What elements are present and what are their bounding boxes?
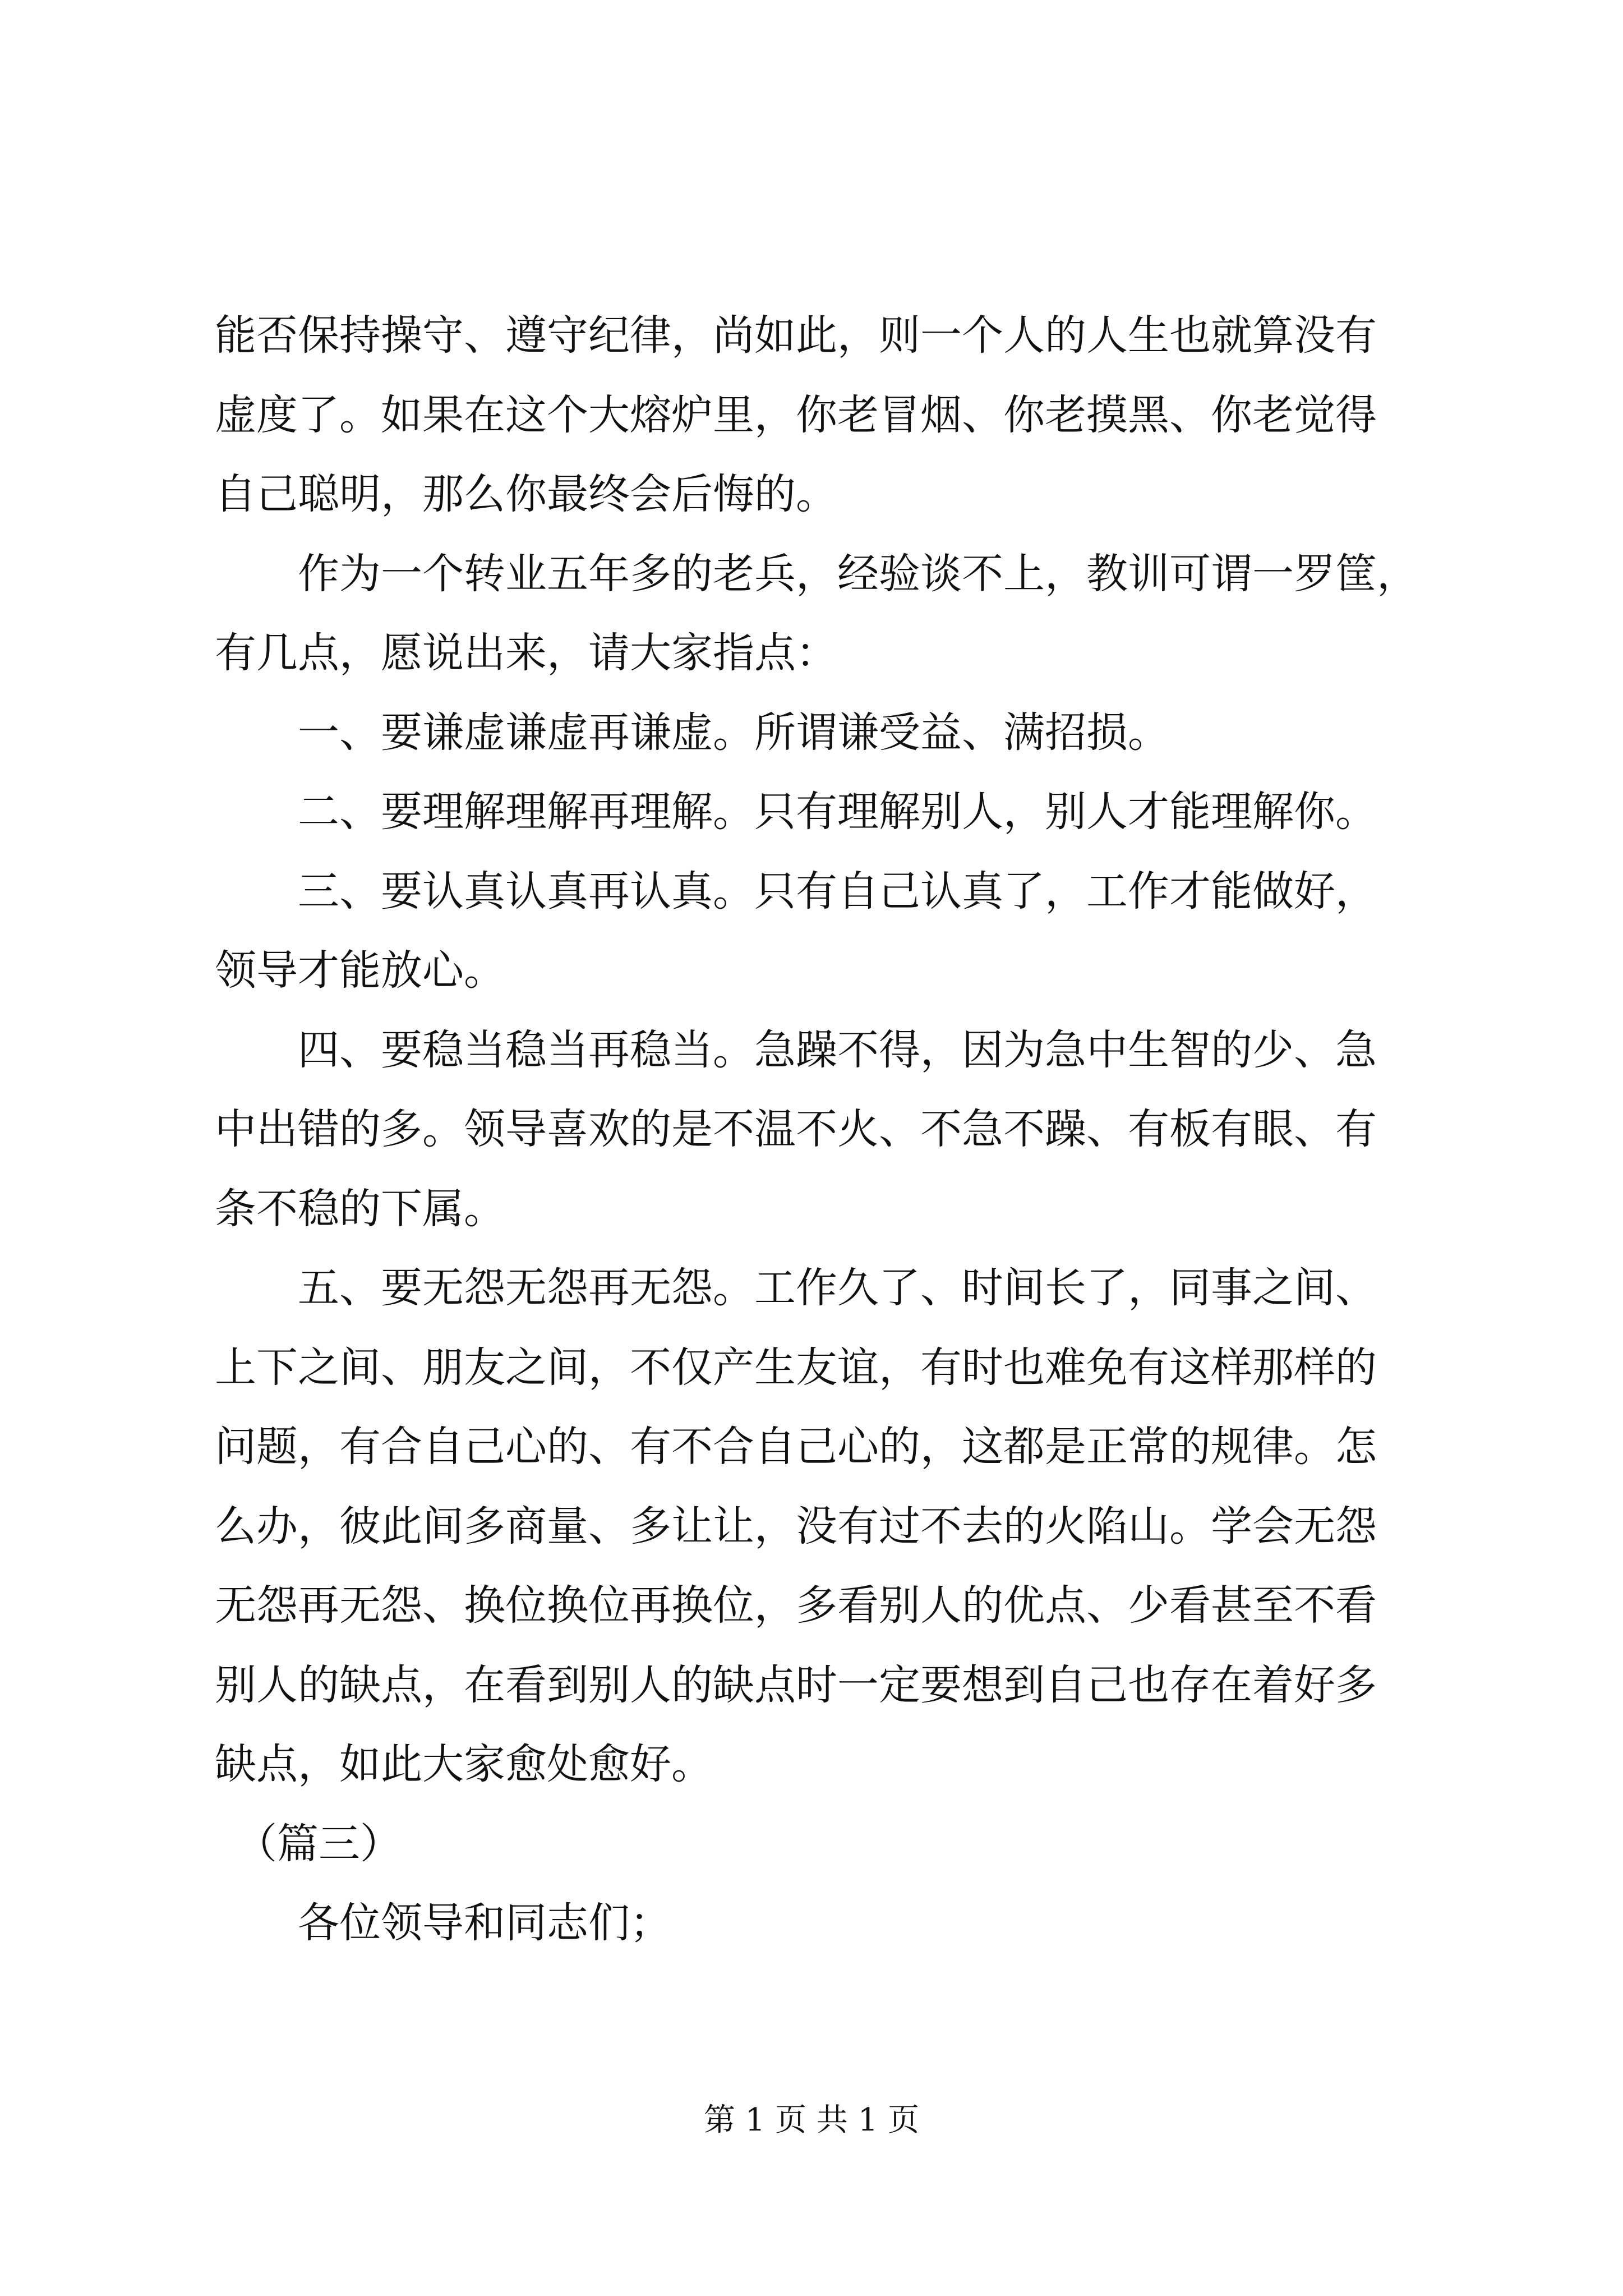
text-line: 中出错的多。领导喜欢的是不温不火、不急不躁、有板有眼、有 bbox=[215, 1105, 1377, 1153]
text-line: 条不稳的下属。 bbox=[215, 1184, 505, 1233]
document-body bbox=[215, 296, 1418, 1963]
text-line: 么办，彼此间多商量、多让让，没有过不去的火陷山。学会无怨 bbox=[215, 1502, 1377, 1550]
text-line: 五、要无怨无怨再无怨。工作久了、时间长了，同事之间、 bbox=[215, 1264, 1377, 1312]
text-line: 三、要认真认真再认真。只有自己认真了，工作才能做好， bbox=[215, 867, 1377, 915]
text-line: 缺点，如此大家愈处愈好。 bbox=[215, 1740, 713, 1788]
text-line: 有几点，愿说出来，请大家指点： bbox=[215, 629, 837, 677]
text-line: 上下之间、朋友之间，不仅产生友谊，有时也难免有这样那样的 bbox=[215, 1343, 1377, 1392]
text-line: 四、要稳当稳当再稳当。急躁不得，因为急中生智的少、急 bbox=[215, 1025, 1377, 1074]
text-line: 问题，有合自己心的、有不合自己心的，这都是正常的规律。怎 bbox=[215, 1423, 1377, 1471]
text-line: 一、要谦虚谦虚再谦虚。所谓谦受益、满招损。 bbox=[215, 708, 1169, 757]
page-footer bbox=[0, 2098, 1623, 2143]
text-line: 自己聪明，那么你最终会后悔的。 bbox=[215, 470, 837, 518]
text-line: 作为一个转业五年多的老兵，经验谈不上，教训可谓一罗筐， bbox=[215, 549, 1418, 598]
text-line: 别人的缺点，在看到别人的缺点时一定要想到自己也存在着好多 bbox=[215, 1660, 1377, 1709]
text-line: 能否保持操守、遵守纪律，尚如此，则一个人的人生也就算没有 bbox=[215, 311, 1377, 360]
text-line: 无怨再无怨、换位换位再换位，多看别人的优点、少看甚至不看 bbox=[215, 1581, 1377, 1630]
text-line: 领导才能放心。 bbox=[215, 946, 505, 995]
page-number-label: 第 1 页 共 1 页 bbox=[703, 2102, 920, 2138]
text-line: 虚度了。如果在这个大熔炉里，你老冒烟、你老摸黑、你老觉得 bbox=[215, 390, 1377, 439]
section-heading: （篇三） bbox=[215, 1819, 402, 1868]
text-line: 二、要理解理解再理解。只有理解别人，别人才能理解你。 bbox=[215, 788, 1377, 836]
salutation-line: 各位领导和同志们； bbox=[215, 1899, 671, 1947]
